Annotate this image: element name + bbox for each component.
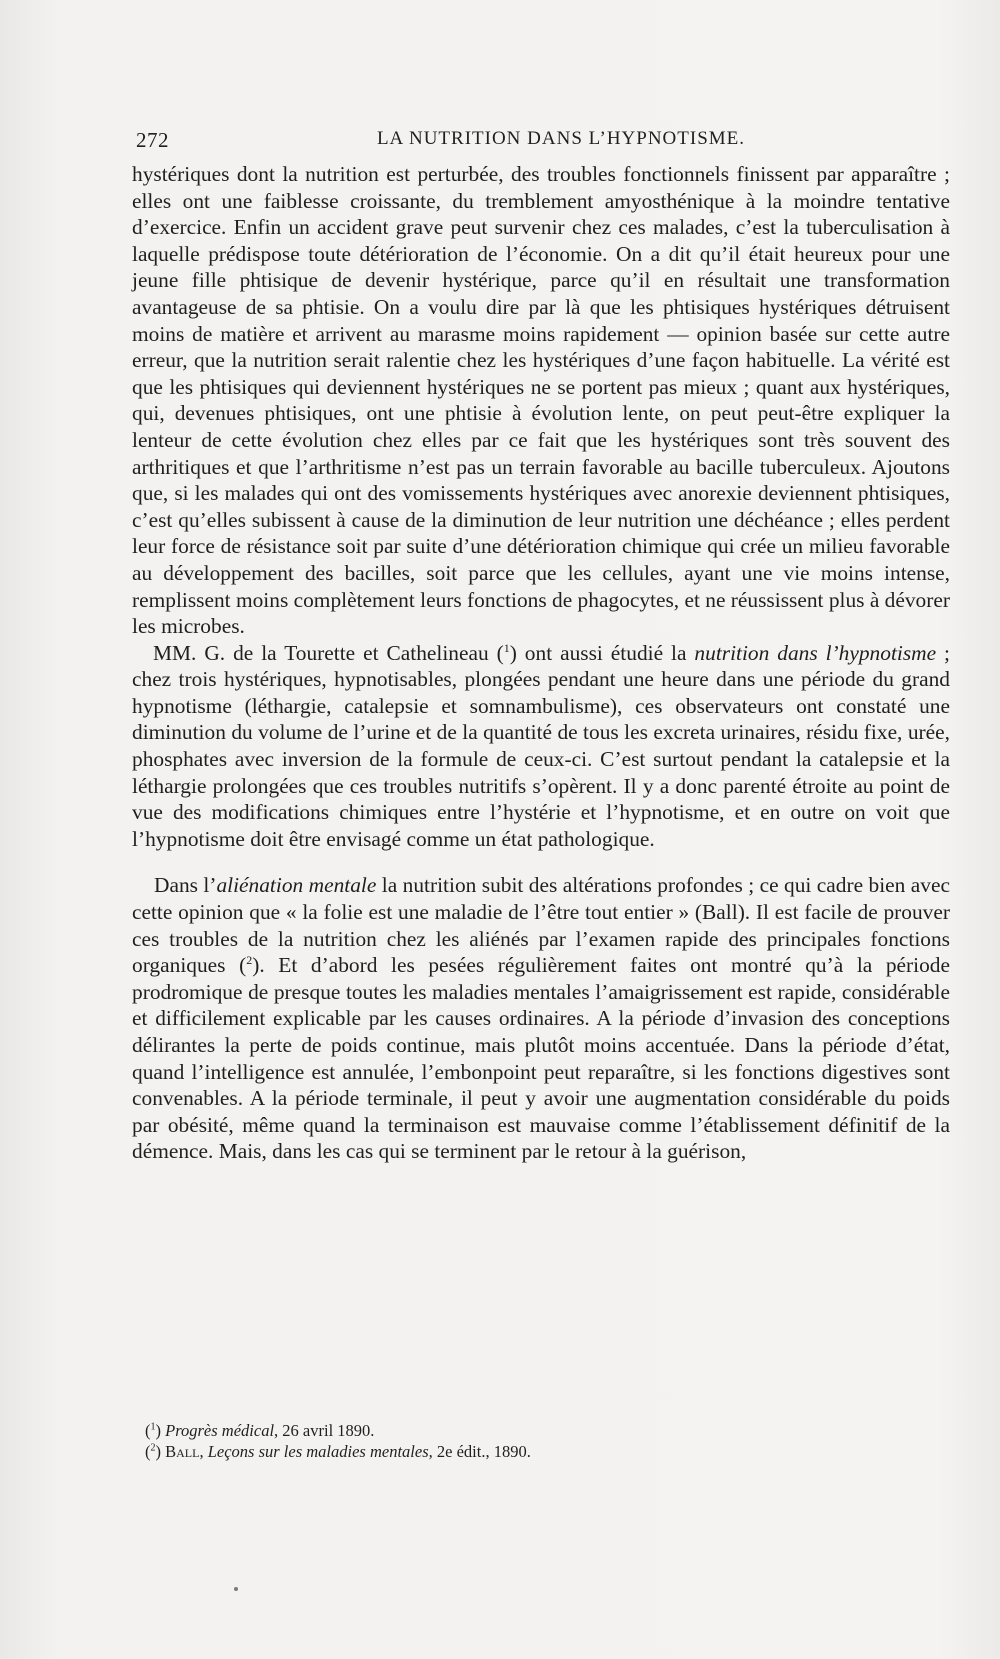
footnote-2: ($^2$) Ball, Leçons sur les maladies mentales, 2e édit., 1890.: [145, 1442, 531, 1461]
paragraph-alienation: Dans l’aliénation mentale la nutrition subit des altérations profondes ; ce qui cadre bien avec cette opinion que « la folie est une maladie de l’être tout entier » (Ball). Il est facile de prouver ces troubles de la nutrition chez les aliénés par l’examen rapide des principales fonctions organiques ($^2$). Et d’abord les pesées régulièrement faites ont montré qu’à la période prodromique de presque toutes les maladies mentales l’amaigrissement est rapide, considérable et difficilement explicable par les causes ordinaires. A la période d’invasion des conceptions délirantes la perte de poids continue, mais plutôt moins accentuée. Dans la période d’état, quand l’intelligence est annulée, l’embonpoint peut reparaître, si les fonctions digestives sont convenables. A la période terminale, il peut y avoir une augmentation considérable du poids par obésité, même quand la terminaison est mauvaise comme l’établissement définitif de la démence. Mais, dans les cas qui se terminent par le retour à la guérison,: [132, 873, 950, 1164]
running-title: LA NUTRITION DANS L’HYPNOTISME.: [376, 128, 746, 149]
paper-speck: [234, 1587, 238, 1591]
footnote-ref-2[interactable]: 2: [246, 953, 253, 968]
page-number: 272: [136, 128, 169, 152]
paragraph-continued: hystériques dont la nutrition est perturbée, des troubles fonctionnels finissent par apparaître ; elles ont une faiblesse croissante, du tremblement amyosthénique à la moindre tentative d’exercice. Enfin un accident grave peut survenir chez ces malades, c’est la tuberculisation à laquelle prédispose toute détérioration de l’économie. On a dit qu’il était heureux pour une jeune fille phtisique de devenir hystérique, parce qu’il en résultait une transformation avantageuse de sa phtisie. On a voulu dire par là que les phtisiques hystériques détruisent moins de matière et arrivent au marasme moins rapidement — opinion basée sur cette autre erreur, que la nutrition serait ralentie chez les hystériques d’une façon habituelle. La vérité est que les phtisiques qui deviennent hystériques ne se portent pas mieux ; quant aux hystériques, qui, devenues phtisiques, ont une phtisie à évolution lente, on peut peut-être expliquer la lenteur de cette évolution chez elles par ce fait que les hystériques sont très souvent des arthritiques et que l’arthritisme n’est pas un terrain favorable au bacille tuberculeux. Ajoutons que, si les malades qui ont des vomissements hystériques avec anorexie deviennent phtisiques, c’est qu’elles subissent à cause de la diminution de leur nutrition une déchéance ; elles perdent leur force de résistance soit par suite d’une détérioration chimique qui crée un milieu favorable au développement des bacilles, soit parce que les cellules, ayant une vie moins intense, remplissent moins complètement leurs fonctions de phagocytes, et ne réussissent plus à dévorer les microbes.: [132, 162, 950, 639]
footnote-ref-1[interactable]: 1: [503, 640, 510, 655]
footnote-marker: 2: [150, 1442, 156, 1454]
running-header: [136, 128, 946, 158]
footnote-1: ($^1$) Progrès médical, 26 avril 1890.: [145, 1421, 375, 1440]
footnote-author: Ball: [165, 1442, 200, 1461]
italic-term: nutrition dans l’hypnotisme: [694, 640, 937, 665]
italic-term: aliénation mentale: [216, 873, 377, 898]
footnotes: [145, 1420, 925, 1462]
footnote-marker: 1: [150, 1421, 156, 1433]
paragraph-tourette: MM. G. de la Tourette et Cathelineau ($^1$) ont aussi étudié la nutrition dans l’hypnotisme ; chez trois hystériques, hypnotisables, plongées pendant une heure dans une période du grand hypnotisme (léthargie, catalepsie et somnambulisme), ces observateurs ont constaté une diminution du volume de l’urine et de la quantité de tous les excreta urinaires, résidu fixe, urée, phosphates avec inversion de la formule de ceux-ci. C’est surtout pendant la catalepsie et la léthargie prolongées que ces troubles nutritifs s’opèrent. Il y a donc parenté étroite au point de vue des modifications chimiques entre l’hystérie et l’hypnotisme, et en outre on voit que l’hypnotisme doit être envisagé comme un état pathologique.: [132, 640, 950, 851]
body-text: [132, 161, 950, 1165]
